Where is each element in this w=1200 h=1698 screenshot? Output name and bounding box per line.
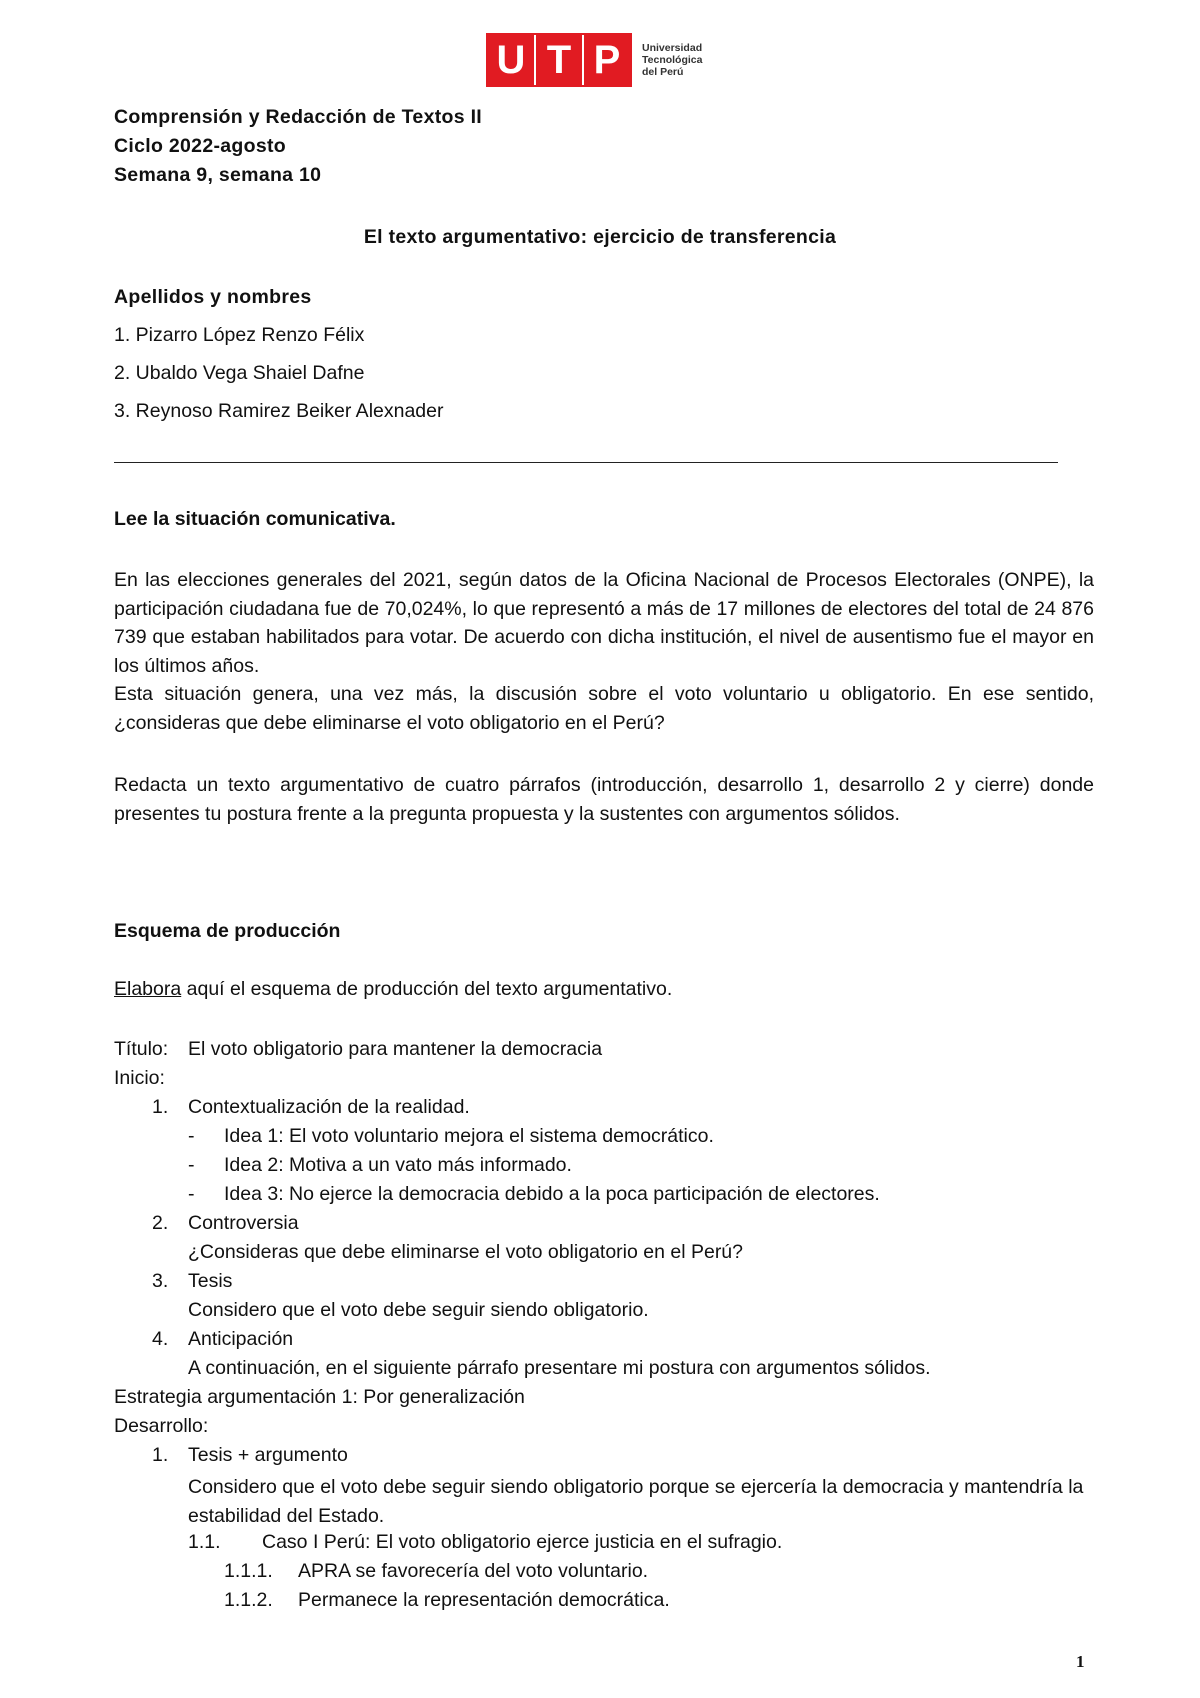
separator-line <box>114 462 1058 463</box>
inicio-num-4: 4. <box>152 1328 169 1350</box>
inicio-num-2: 2. <box>152 1212 169 1234</box>
inicio-num-3: 3. <box>152 1270 169 1292</box>
titulo-label: Título: <box>114 1038 169 1060</box>
page-number: 1 <box>1076 1652 1085 1671</box>
desarrollo-subsub-2-num: 1.1.2. <box>224 1589 273 1611</box>
course-cycle: Ciclo 2022-agosto <box>114 135 286 157</box>
scheme-intro-rest: aquí el esquema de producción del texto argumentativo. <box>181 978 673 1000</box>
logo-letter-t: T <box>536 35 582 85</box>
idea-1: Idea 1: El voto voluntario mejora el sistema democrático. <box>224 1125 714 1147</box>
situation-paragraph-2: Esta situación genera, una vez más, la discusión sobre el voto voluntario u obligatorio. En ese sentido, ¿consideras que debe eliminarse el voto obligatorio en el Perú? <box>114 683 1094 734</box>
inicio-item-2-text: ¿Consideras que debe eliminarse el voto obligatorio en el Perú? <box>188 1241 743 1263</box>
inicio-item-1: Contextualización de la realidad. <box>188 1096 470 1118</box>
inicio-item-3: Tesis <box>188 1270 233 1292</box>
strategy-1: Estrategia argumentación 1: Por generalización <box>114 1386 525 1408</box>
desarrollo-sub-num: 1.1. <box>188 1531 221 1553</box>
idea-2: Idea 2: Motiva a un vato más informado. <box>224 1154 572 1176</box>
inicio-num-1: 1. <box>152 1096 169 1118</box>
student-name-3: 3. Reynoso Ramirez Beiker Alexnader <box>114 400 444 422</box>
desarrollo-item-1: Tesis + argumento <box>188 1444 348 1466</box>
desarrollo-sub: Caso I Perú: El voto obligatorio ejerce justicia en el sufragio. <box>262 1531 783 1553</box>
scheme-intro <box>114 978 672 1001</box>
inicio-item-4: Anticipación <box>188 1328 294 1350</box>
titulo-value: El voto obligatorio para mantener la democracia <box>188 1038 603 1060</box>
names-heading: Apellidos y nombres <box>114 286 312 308</box>
idea-3: Idea 3: No ejerce la democracia debido a la poca participación de electores. <box>224 1183 880 1205</box>
inicio-item-2: Controversia <box>188 1212 299 1234</box>
scheme-intro-verb: Elabora <box>114 978 182 1000</box>
utp-logo <box>486 35 702 85</box>
course-week: Semana 9, semana 10 <box>114 164 322 186</box>
logo-letters <box>486 33 632 87</box>
idea-dash-1: - <box>188 1125 195 1147</box>
desarrollo-subsub-2: Permanece la representación democrática. <box>298 1589 670 1611</box>
situation-paragraph-1: En las elecciones generales del 2021, según datos de la Oficina Nacional de Procesos Electorales (ONPE), la participación ciudadana fue de 70,024%, lo que representó a más de 17 millones de electores del total de 24 876 739 que estaban habilitados para votar. De acuerdo con dicha institución, el nivel de ausentismo fue el mayor en los últimos años. <box>114 569 1094 677</box>
document-title: El texto argumentativo: ejercicio de transferencia <box>363 226 837 248</box>
desarrollo-item-1-text: Considero que el voto debe seguir siendo obligatorio porque se ejercería la democracia y mantendría la estabilidad del Estado. <box>188 1476 1084 1527</box>
desarrollo-label: Desarrollo: <box>114 1415 209 1437</box>
idea-dash-3: - <box>188 1183 195 1205</box>
inicio-item-4-text: A continuación, en el siguiente párrafo presentare mi postura con argumentos sólidos. <box>188 1357 931 1379</box>
logo-letter-u: U <box>488 35 534 85</box>
logo-university-name: Universidad Tecnológica del Perú <box>642 42 703 78</box>
desarrollo-subsub-1-num: 1.1.1. <box>224 1560 273 1582</box>
inicio-item-3-text: Considero que el voto debe seguir siendo obligatorio. <box>188 1299 649 1321</box>
student-name-2: 2. Ubaldo Vega Shaiel Dafne <box>114 362 365 384</box>
desarrollo-subsub-1: APRA se favorecería del voto voluntario. <box>298 1560 649 1582</box>
instruction-paragraph: Redacta un texto argumentativo de cuatro párrafos (introducción, desarrollo 1, desarrollo 2 y cierre) donde presentes tu postura frente a la pregunta propuesta y la sustentes con argumentos sólidos. <box>114 774 1094 825</box>
student-name-1: 1. Pizarro López Renzo Félix <box>114 324 365 346</box>
inicio-label: Inicio: <box>114 1067 165 1089</box>
idea-dash-2: - <box>188 1154 195 1176</box>
course-title: Comprensión y Redacción de Textos II <box>114 106 483 128</box>
scheme-heading: Esquema de producción <box>114 920 341 942</box>
desarrollo-num-1: 1. <box>152 1444 169 1466</box>
situation-heading: Lee la situación comunicativa. <box>114 508 396 530</box>
logo-letter-p: P <box>584 35 630 85</box>
